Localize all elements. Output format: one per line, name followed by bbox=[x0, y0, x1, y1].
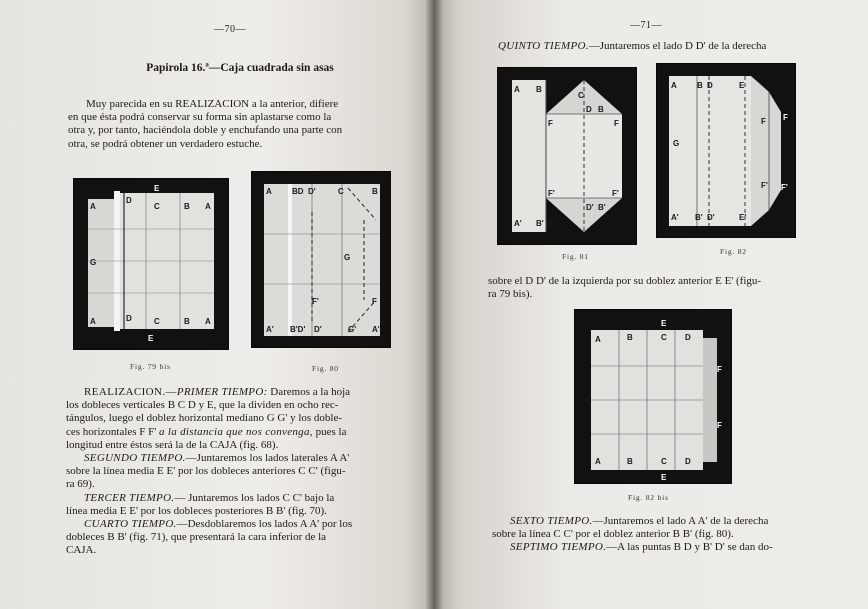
body-line: sobre la línea media E E' por los dobleces anteriores C C' (figu- bbox=[66, 465, 346, 478]
figure-label: D bbox=[685, 333, 691, 342]
figure-label: D bbox=[548, 85, 554, 94]
figure-label: A bbox=[90, 317, 96, 326]
figure-label: B bbox=[184, 202, 190, 211]
figure-label: G bbox=[344, 253, 351, 262]
figure-label: C bbox=[578, 91, 584, 100]
figure-label: C bbox=[661, 333, 667, 342]
book-gutter bbox=[425, 0, 443, 609]
figure-label: F' bbox=[781, 183, 788, 192]
figure-label: A' bbox=[266, 325, 274, 334]
figure-label: C bbox=[154, 202, 160, 211]
figure-label: F' bbox=[761, 181, 768, 190]
figure-label: D bbox=[707, 81, 713, 90]
figure-label: B' bbox=[695, 213, 703, 222]
figure-label: D' bbox=[308, 187, 316, 196]
figure-caption: Fig. 82 bbox=[720, 247, 747, 256]
figure-label: F' bbox=[548, 189, 555, 198]
figure-82-bis-photo bbox=[574, 309, 732, 484]
figure-label: E bbox=[148, 334, 154, 343]
page-number-left: —70— bbox=[214, 24, 246, 35]
intro-line: otra, se podrá obtener un verdadero estuche. bbox=[68, 137, 263, 150]
body-line: QUINTO TIEMPO.—Juntaremos el lado D D' de la derecha bbox=[498, 40, 767, 52]
folded-paper-illustration bbox=[252, 172, 390, 347]
top-line bbox=[498, 40, 828, 53]
figure-label: F' bbox=[312, 297, 319, 306]
body-line: los dobleces verticales B C D y E, que la dividen en ocho rec- bbox=[66, 399, 339, 412]
figure-label: A bbox=[205, 202, 211, 211]
figure-label: A bbox=[671, 81, 677, 90]
figure-80-photo bbox=[251, 171, 391, 348]
figure-label: B bbox=[372, 187, 378, 196]
figure-label: C bbox=[338, 187, 344, 196]
figure-label: A bbox=[514, 85, 520, 94]
figure-label: A' bbox=[514, 219, 522, 228]
figure-label: E bbox=[154, 184, 160, 193]
middle-paragraph bbox=[488, 275, 806, 301]
body-line: TERCER TIEMPO.— Juntaremos los lados C C' bajo la bbox=[84, 491, 335, 504]
figure-label: D' bbox=[546, 219, 554, 228]
figure-label: D bbox=[586, 105, 592, 114]
figure-label: A bbox=[595, 335, 601, 344]
page-number-right: —71— bbox=[630, 20, 662, 31]
bottom-paragraph bbox=[492, 515, 812, 555]
figure-label: G' bbox=[348, 325, 357, 334]
intro-paragraph bbox=[68, 98, 390, 151]
figure-label: B bbox=[697, 81, 703, 90]
figure-label: E' bbox=[739, 213, 747, 222]
intro-line: otra y, por tanto, haciéndola doble y enchufando una parte con bbox=[68, 124, 343, 137]
figure-label: F bbox=[717, 421, 722, 430]
figure-label: C bbox=[154, 317, 160, 326]
figure-label: A bbox=[595, 457, 601, 466]
figure-label: A bbox=[90, 202, 96, 211]
figure-label: B bbox=[627, 333, 633, 342]
figure-label: B bbox=[184, 317, 190, 326]
figure-label: D bbox=[126, 196, 132, 205]
figure-label: E bbox=[661, 473, 667, 482]
figure-label: A' bbox=[671, 213, 679, 222]
figure-label: D bbox=[685, 457, 691, 466]
body-line: ra 79 bis). bbox=[488, 288, 533, 301]
figure-label: F bbox=[717, 365, 722, 374]
figure-81-photo bbox=[497, 67, 637, 245]
figure-label: D' bbox=[314, 325, 322, 334]
figure-label: F bbox=[614, 119, 619, 128]
body-line: SEXTO TIEMPO.—Juntaremos el lado A A' de la derecha bbox=[510, 515, 769, 527]
figure-caption: Fig. 80 bbox=[312, 364, 339, 373]
folded-paper-illustration bbox=[74, 179, 228, 349]
folded-paper-illustration bbox=[657, 64, 795, 237]
body-line: línea media E E' por los dobleces posteriores B B' (fig. 70). bbox=[66, 504, 327, 517]
body-line: CAJA. bbox=[66, 544, 97, 557]
figure-79-bis-photo bbox=[73, 178, 229, 350]
figure-caption: Fig. 82 bis bbox=[628, 493, 669, 502]
body-line: SEGUNDO TIEMPO.—Juntaremos los lados laterales A A' bbox=[84, 452, 350, 465]
figure-caption: Fig. 79 bis bbox=[130, 362, 171, 371]
intro-line: en que ésta podrá conservar su forma sin aplastarse como la bbox=[68, 111, 332, 124]
body-line: longitud entre éstos será la de la CAJA (fig. 68). bbox=[66, 438, 279, 451]
figure-label: B' bbox=[536, 219, 544, 228]
figure-label: F bbox=[372, 297, 377, 306]
figure-label: BD bbox=[292, 187, 304, 196]
body-line: ra 69). bbox=[66, 478, 95, 491]
figure-label: E bbox=[661, 319, 667, 328]
figure-label: B bbox=[627, 457, 633, 466]
figure-label: D' bbox=[707, 213, 715, 222]
folded-paper-illustration bbox=[498, 68, 636, 244]
figure-label: A bbox=[205, 317, 211, 326]
body-line: sobre la línea C C' por el doblez anterior B B' (fig. 80). bbox=[492, 528, 734, 541]
figure-label: C bbox=[661, 457, 667, 466]
figure-label: G bbox=[90, 258, 97, 267]
body-line: REALIZACION.—PRIMER TIEMPO: Daremos a la hoja bbox=[84, 386, 351, 398]
intro-line: Muy parecida en su REALIZACION a la anterior, difiere bbox=[86, 98, 339, 110]
body-line: tángulos, luego el doblez horizontal mediano G G' y los doble- bbox=[66, 412, 343, 425]
body-paragraph bbox=[66, 386, 388, 558]
figure-label: F bbox=[761, 117, 766, 126]
figure-label: F bbox=[783, 113, 788, 122]
figure-label: B bbox=[598, 105, 604, 114]
section-heading: Papirola 16.ª—Caja cuadrada sin asas bbox=[146, 62, 334, 74]
figure-label: A' bbox=[372, 325, 380, 334]
body-line: sobre el D D' de la izquierda por su doblez anterior E E' (figu- bbox=[488, 275, 762, 287]
figure-82-photo bbox=[656, 63, 796, 238]
body-line: ces horizontales F F' a la distancia que nos convenga, pues la bbox=[66, 425, 347, 438]
folded-paper-illustration bbox=[575, 310, 731, 483]
body-line: CUARTO TIEMPO.—Desdoblaremos los lados A A' por los bbox=[84, 518, 353, 531]
figure-caption: Fig. 81 bbox=[562, 252, 589, 261]
figure-label: A bbox=[266, 187, 272, 196]
figure-label: B' bbox=[598, 203, 606, 212]
figure-label: B bbox=[536, 85, 542, 94]
body-line: dobleces B B' (fig. 71), que presentará la cara inferior de la bbox=[66, 531, 327, 544]
figure-label: G bbox=[673, 139, 680, 148]
figure-label: D bbox=[126, 314, 132, 323]
figure-label: F bbox=[548, 119, 553, 128]
figure-label: E bbox=[739, 81, 745, 90]
figure-label: D' bbox=[586, 203, 594, 212]
figure-label: F' bbox=[612, 189, 619, 198]
body-line: SEPTIMO TIEMPO.—A las puntas B D y B' D' se dan do- bbox=[510, 541, 773, 554]
right-page bbox=[434, 0, 868, 609]
figure-label: B'D' bbox=[290, 325, 306, 334]
